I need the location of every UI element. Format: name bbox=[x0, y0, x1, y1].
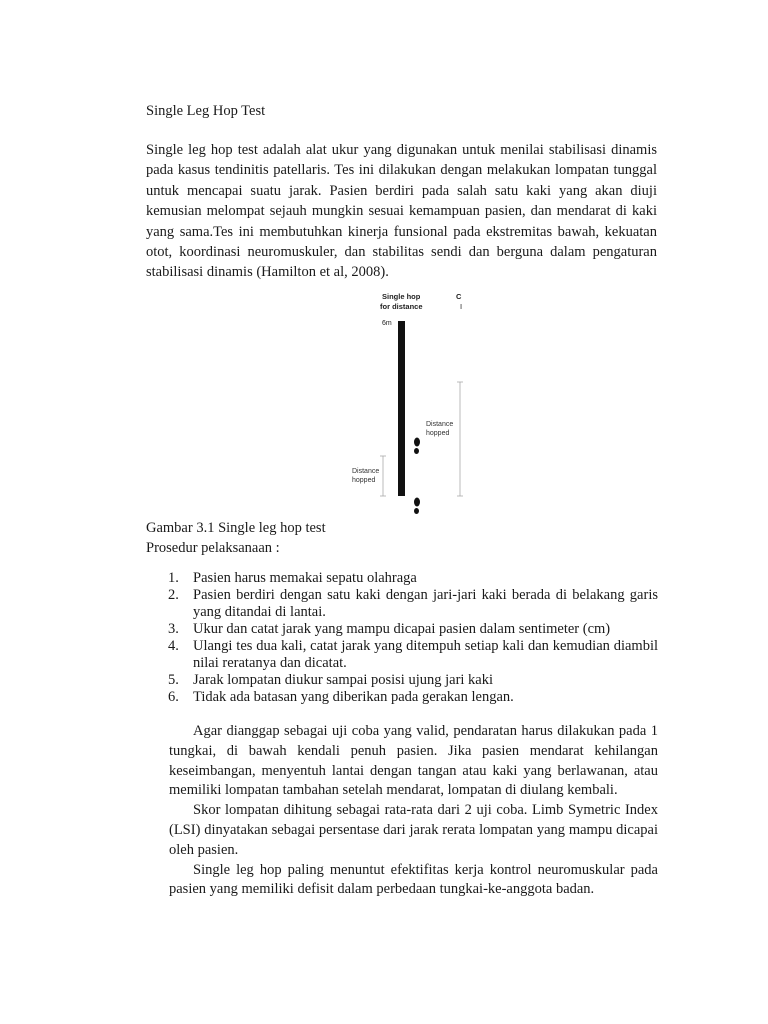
list-item bbox=[168, 587, 658, 621]
intro-paragraph: Single leg hop test adalah alat ukur yang digunakan untuk menilai stabilisasi dinamis pada kasus tendinitis patellaris. Tes ini dilakukan dengan melakukan lompatan tunggal untuk mencapai suatu jarak. Pasien berdiri pada salah satu kaki yang akan diuji kemusian melompat sejauh mungkin sesuai kemampuan pasien, dan mendarat di kaki yang sama.Tes ini membutuhkan kinerja funsional pada ekstremitas bawah, kekuatan otot, koordinasi neuromuskuler, dan stabilitas sendi dan berguna dalam pengaturan stabilisasi dinamis (Hamilton et al, 2008). bbox=[146, 142, 657, 281]
procedure-title: Prosedur pelaksanaan : bbox=[146, 540, 280, 556]
list-item-text: Pasien harus memakai sepatu olahraga bbox=[193, 570, 417, 586]
body-paragraph: Single leg hop paling menuntut efektifitas kerja kontrol neuromuskular pada pasien yang memiliki defisit dalam perbedaan tungkai-ke-anggota badan. bbox=[169, 861, 658, 898]
right-distance-label-line2: hopped bbox=[426, 430, 450, 437]
list-item-text: Ulangi tes dua kali, catat jarak yang ditempuh setiap kali dan kemudian diambil nilai reratanya dan dicatat. bbox=[193, 638, 658, 671]
footprint-icon bbox=[414, 498, 420, 515]
left-distance-label-line1: Distance bbox=[352, 468, 380, 475]
list-item-text: Jarak lompatan diukur sampai posisi ujung jari kaki bbox=[193, 672, 494, 688]
body-paragraph: Skor lompatan dihitung sebagai rata-rata dari 2 uji coba. Limb Symetric Index (LSI) dinyatakan sebagai persentase dari jarak rerata lompatan yang mampu dicapai oleh pasien. bbox=[169, 802, 658, 858]
list-number: 5. bbox=[168, 672, 179, 688]
figure-title-line1: Single hop bbox=[382, 292, 421, 301]
section-heading: Single Leg Hop Test bbox=[146, 103, 266, 119]
body-paragraph: Agar dianggap sebagai uji coba yang valid, pendaratan harus dilakukan pada 1 tungkai, di bawah kendali penuh pasien. Jika pasien mendarat kehilangan keseimbangan, menyentuh lantai dengan tangan atau kaki yang berlawanan, atau memiliki lompatan tambahan setelah mendarat, lompatan di diulang kembali. bbox=[169, 723, 658, 799]
list-item bbox=[168, 672, 658, 689]
figure-cropped-label-line2: I bbox=[460, 302, 463, 311]
list-item bbox=[168, 689, 658, 706]
list-item-text: Tidak ada batasan yang diberikan pada gerakan lengan. bbox=[193, 689, 514, 705]
list-item bbox=[168, 570, 658, 587]
figure-title-line2: for distance bbox=[380, 302, 423, 311]
left-distance-label-line2: hopped bbox=[352, 477, 376, 484]
hop-test-diagram bbox=[340, 286, 480, 518]
body-paragraphs bbox=[169, 722, 658, 900]
list-item bbox=[168, 638, 658, 672]
list-item-text: Ukur dan catat jarak yang mampu dicapai pasien dalam sentimeter (cm) bbox=[193, 621, 611, 637]
distance-marker-label: 6m bbox=[382, 320, 392, 327]
list-number: 2. bbox=[168, 587, 179, 603]
list-number: 4. bbox=[168, 638, 179, 654]
list-item bbox=[168, 621, 658, 638]
right-distance-label-line1: Distance bbox=[426, 421, 454, 428]
hop-test-figure bbox=[340, 286, 480, 518]
hop-track-bar bbox=[398, 321, 405, 496]
list-number: 3. bbox=[168, 621, 179, 637]
list-number: 6. bbox=[168, 689, 179, 705]
procedure-steps-list bbox=[168, 570, 658, 706]
figure-cropped-label-line1: C bbox=[456, 292, 462, 301]
list-number: 1. bbox=[168, 570, 179, 586]
figure-caption: Gambar 3.1 Single leg hop test bbox=[146, 520, 326, 536]
list-item-text: Pasien berdiri dengan satu kaki dengan jari-jari kaki berada di belakang garis yang ditandai di lantai. bbox=[193, 587, 658, 620]
footprint-icon bbox=[414, 438, 420, 455]
